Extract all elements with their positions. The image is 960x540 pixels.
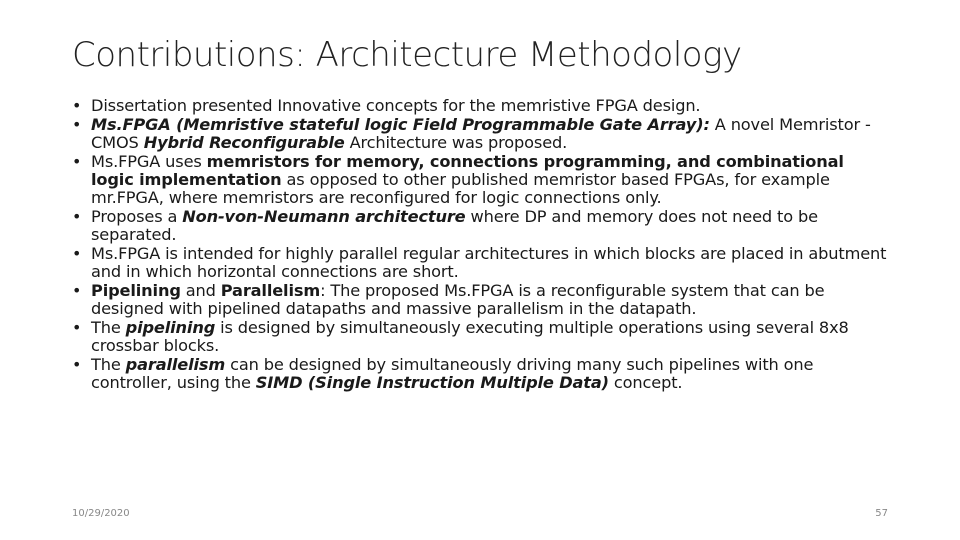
bullet-dot-icon: •	[72, 207, 82, 226]
bullet-item	[72, 245, 890, 281]
bullet-text-segment: Non-von-Neumann architecture	[182, 207, 466, 226]
bullet-list	[72, 97, 890, 393]
bullet-text-segment: Parallelism	[220, 281, 321, 300]
bullet-text-segment: Ms.FPGA uses	[91, 152, 207, 171]
bullet-text-segment: Ms.FPGA (Memristive stateful logic Field Programmable Gate Array):	[91, 115, 710, 134]
bullet-text-segment: Hybrid Reconfigurable	[143, 133, 345, 152]
bullet-text-segment: Pipelining	[91, 281, 181, 300]
bullet-dot-icon: •	[72, 244, 82, 263]
bullet-dot-icon: •	[72, 96, 82, 115]
bullet-text-segment: SIMD (Single Instruction Multiple Data)	[255, 373, 609, 392]
bullet-dot-icon: •	[72, 355, 82, 374]
bullet-text-segment: Architecture was proposed.	[344, 133, 568, 152]
bullet-text-segment: : The proposed Ms.FPGA is a reconfigurable system that can be designed with pipelined datapaths and massive parallelism in the datapath.	[91, 281, 825, 318]
bullet-dot-icon: •	[72, 115, 82, 134]
page-number: 57	[875, 508, 888, 519]
bullet-text-segment: can be designed by simultaneously driving many such pipelines with one controller, using the	[91, 355, 814, 392]
bullet-item	[72, 97, 890, 115]
slide-title: Contributions: Architecture Methodology	[72, 35, 742, 75]
bullet-text-segment: Ms.FPGA is intended for highly parallel regular architectures in which blocks are placed in abutment and in which horizontal connections are short.	[91, 244, 887, 281]
bullet-item	[72, 282, 890, 318]
bullet-item	[72, 356, 890, 392]
bullet-text-segment: The	[91, 318, 126, 337]
bullet-text-segment: memristors for memory, connections programming, and combinational logic implementation	[91, 152, 844, 189]
bullet-text-segment: concept.	[608, 373, 683, 392]
bullet-item	[72, 153, 890, 207]
bullet-text-segment: The	[91, 355, 126, 374]
bullet-text-segment: parallelism	[125, 355, 226, 374]
bullet-item	[72, 319, 890, 355]
bullet-text-segment: is designed by simultaneously executing multiple operations using several 8x8 crossbar blocks.	[91, 318, 849, 355]
footer-date: 10/29/2020	[72, 508, 130, 519]
bullet-dot-icon: •	[72, 152, 82, 171]
bullet-text-segment: A novel Memristor -CMOS	[91, 115, 871, 152]
bullet-text-segment: pipelining	[125, 318, 216, 337]
bullet-dot-icon: •	[72, 318, 82, 337]
bullet-item	[72, 116, 890, 152]
bullet-item	[72, 208, 890, 244]
bullet-text-segment: as opposed to other published memristor based FPGAs, for example mr.FPGA, where memristors are reconfigured for logic connections only.	[91, 170, 830, 207]
bullet-text-segment: Proposes a	[91, 207, 183, 226]
bullet-dot-icon: •	[72, 281, 82, 300]
bullet-text-segment: Dissertation presented Innovative concepts for the memristive FPGA design.	[91, 96, 701, 115]
bullet-text-segment: and	[180, 281, 221, 300]
bullet-text-segment: where DP and memory does not need to be separated.	[91, 207, 818, 244]
